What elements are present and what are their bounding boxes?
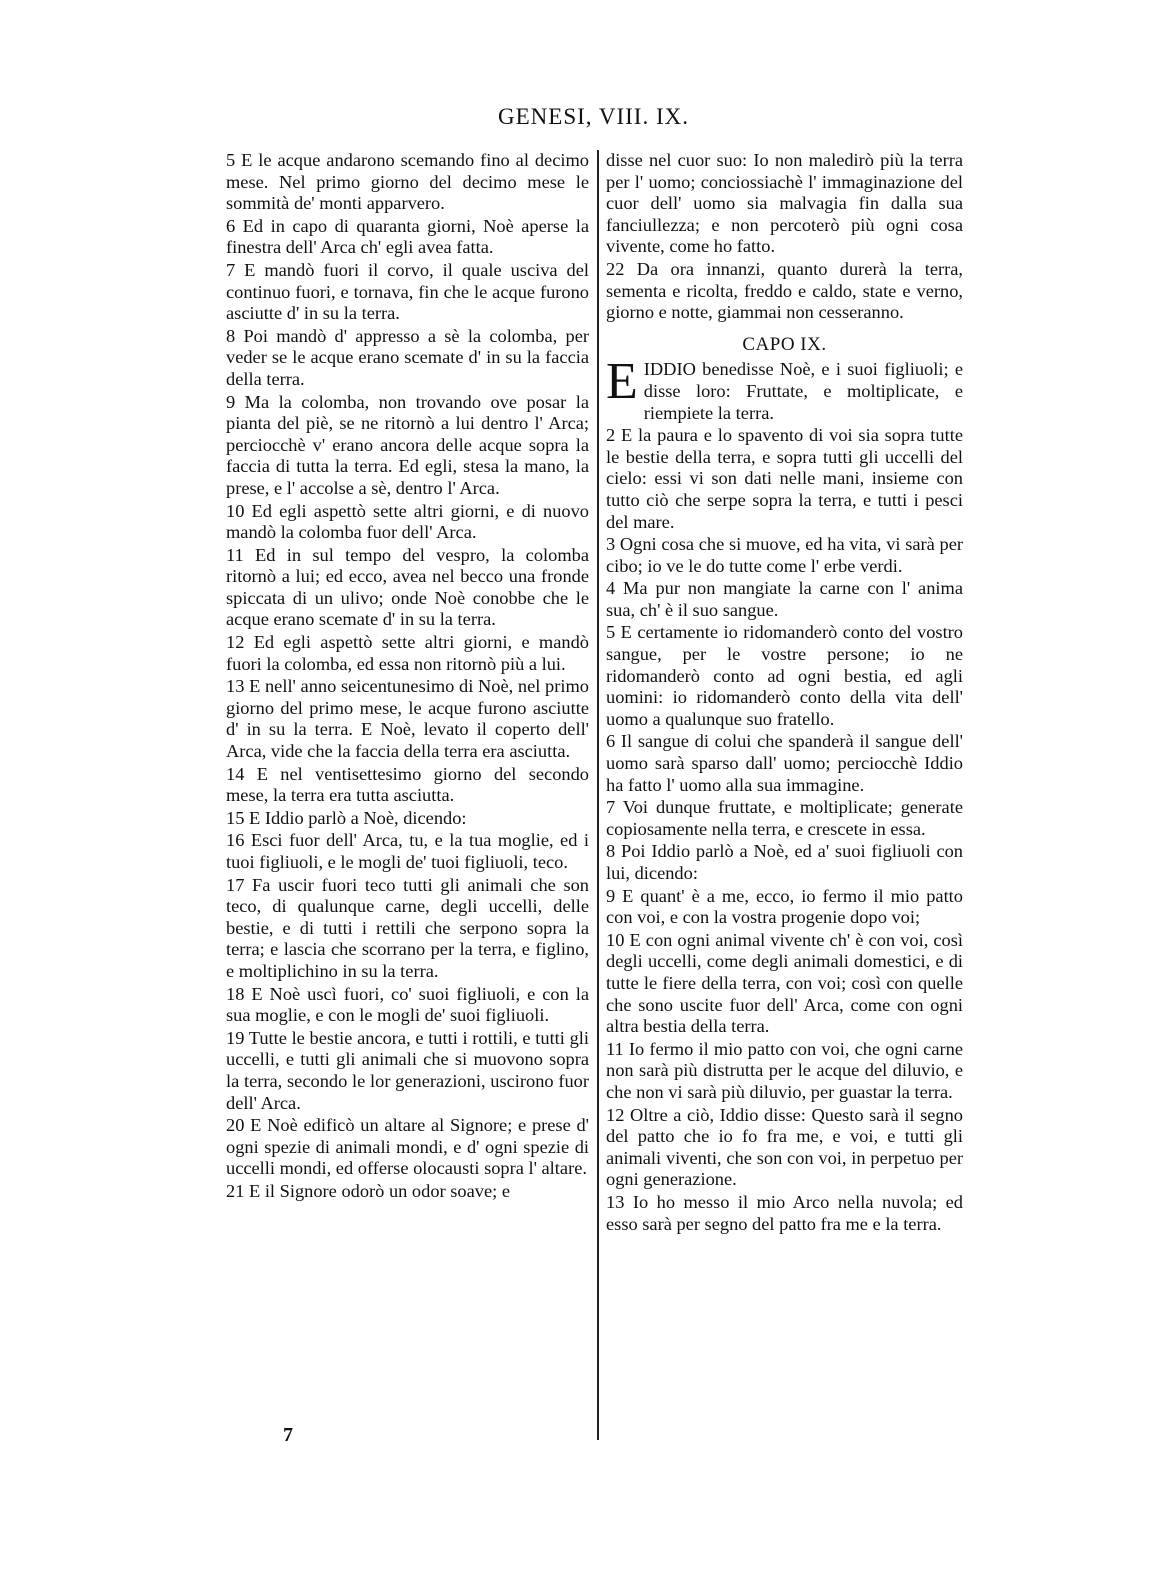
verse: 7 E mandò fuori il corvo, il quale usciva del continuo fuori, e tornava, fin che le acque furono asciutte d' in su la terra.	[226, 259, 589, 324]
verse: 10 Ed egli aspettò sette altri giorni, e di nuovo mandò la colomba fuor dell' Arca.	[226, 500, 589, 543]
chapter-first-verse	[606, 353, 963, 424]
verse: 13 Io ho messo il mio Arco nella nuvola; ed esso sarà per segno del patto fra me e la terra.	[606, 1191, 963, 1234]
verse: 8 Poi mandò d' appresso a sè la colomba, per veder se le acque erano scemate d' in su la faccia della terra.	[226, 325, 589, 389]
verse: 19 Tutte le bestie ancora, e tutti i rottili, e tutti gli uccelli, e tutti gli animali che si muovono sopra la terra, secondo le lor generazioni, uscirono fuor dell' Arca.	[226, 1027, 589, 1113]
verse: 20 E Noè edificò un altare al Signore; e prese d' ogni spezie di animali mondi, e d' ogni spezie di uccelli mondi, ed offerse olocausti sopra l' altare.	[226, 1115, 589, 1179]
verse: 8 Poi Iddio parlò a Noè, ed a' suoi figliuoli con lui, dicendo:	[606, 841, 963, 883]
right-column	[606, 150, 963, 1236]
verse: 21 E il Signore odorò un odor soave; e	[226, 1180, 510, 1201]
column-divider	[597, 150, 599, 1440]
chapter-first-verse-text: IDDIO benedisse Noè, e i suoi figliuoli; e disse loro: Fruttate, e moltiplicate, e riempiete la terra.	[643, 359, 963, 423]
verse: 6 Ed in capo di quaranta giorni, Noè aperse la finestra dell' Arca ch' egli avea fatta.	[226, 215, 589, 258]
verse: 16 Esci fuor dell' Arca, tu, e la tua moglie, ed i tuoi figliuoli, e le mogli de' tuoi figliuoli, teco.	[226, 830, 589, 872]
verse: 4 Ma pur non mangiate la carne con l' anima sua, ch' è il suo sangue.	[606, 578, 963, 620]
signature-mark: 7	[283, 1424, 293, 1446]
verse: 9 Ma la colomba, non trovando ove posar la pianta del piè, se ne ritornò a lui dentro l' Arca; perciocchè v' erano ancora delle acque sopra la faccia di tutta la terra. Ed egli, stesa la mano, la prese, e l' accolse a sè, dentro l' Arca.	[226, 391, 589, 498]
verse: 7 Voi dunque fruttate, e moltiplicate; generate copiosamente nella terra, e crescete in essa.	[606, 797, 963, 839]
verse: 18 E Noè uscì fuori, co' suoi figliuoli, e con la sua moglie, e con le mogli de' suoi figliuoli.	[226, 983, 589, 1026]
verse: 15 E Iddio parlò a Noè, dicendo:	[226, 807, 467, 828]
verse: 12 Ed egli aspettò sette altri giorni, e mandò fuori la colomba, ed essa non ritornò più a lui.	[226, 632, 589, 674]
verse: 14 E nel ventisettesimo giorno del secondo mese, la terra era tutta asciutta.	[226, 763, 589, 806]
verse: 12 Oltre a ciò, Iddio disse: Questo sarà il segno del patto che io fo fra me, e voi, e tutti gli animali viventi, che son con voi, in perpetuo per ogni generazione.	[606, 1104, 963, 1190]
verse: 11 Io fermo il mio patto con voi, che ogni carne non sarà più distrutta per le acque del diluvio, e che non vi sarà più diluvio, per guastar la terra.	[606, 1038, 963, 1102]
verse: 5 E certamente io ridomanderò conto del vostro sangue, per le vostre persone; io ne ridomanderò conto ad ogni bestia, ed agli uomini: io ridomanderò conto della vita dell' uomo a qualunque suo fratello.	[606, 622, 963, 729]
verse: 3 Ogni cosa che si muove, ed ha vita, vi sarà per cibo; io ve le do tutte come l' erbe verdi.	[606, 534, 963, 576]
verse: 22 Da ora innanzi, quanto durerà la terra, sementa e ricolta, freddo e caldo, state e verno, giorno e notte, giammai non cesseranno.	[606, 258, 963, 323]
verse: 6 Il sangue di colui che spanderà il sangue dell' uomo sarà sparso dall' uomo; perciocchè Iddio ha fatto l' uomo alla sua immagine.	[606, 731, 963, 795]
running-header: GENESI, VIII. IX.	[498, 104, 689, 129]
verse: 10 E con ogni animal vivente ch' è con voi, così degli uccelli, come degli animali domestici, e di tutte le fiere della terra, con voi; così con quelle che sono uscite fuor dell' Arca, come con ogni altra bestia della terra.	[606, 929, 963, 1037]
verse: 5 E le acque andarono scemando fino al decimo mese. Nel primo giorno del decimo mese le sommità de' monti apparvero.	[226, 150, 589, 214]
verse: 2 E la paura e lo spavento di voi sia sopra tutte le bestie della terra, e sopra tutti gli uccelli del cielo: essi vi son dati nelle mani, insieme con tutto ciò che serpe sopra la terra, e tutti i pesci del mare.	[606, 425, 963, 532]
verse: 17 Fa uscir fuori teco tutti gli animali che son teco, di qualunque carne, degli uccelli, delle bestie, e di tutti i rettili che serpono sopra la terra; e lascia che scorrano per la terra, e figlino, e moltiplichino in su la terra.	[226, 874, 589, 981]
verse: 9 E quant' è a me, ecco, io fermo il mio patto con voi, e con la vostra progenie dopo voi;	[606, 885, 963, 928]
verse: disse nel cuor suo: Io non maledirò più la terra per l' uomo; conciossiachè l' immaginazione del cuor dell' uomo sia malvagia fin dalla sua fanciullezza; e non percoterò più ogni cosa vivente, come ho fatto.	[606, 150, 963, 257]
verse: 13 E nell' anno seicentunesimo di Noè, nel primo giorno del primo mese, le acque furono asciutte d' in su la terra. E Noè, levato il coperto dell' Arca, vide che la faccia della terra era asciutta.	[226, 676, 589, 762]
verse: 11 Ed in sul tempo del vespro, la colomba ritornò a lui; ed ecco, avea nel becco una fronde spiccata di un ulivo; onde Noè conobbe che le acque erano scemate d' in su la terra.	[226, 544, 589, 630]
left-column	[226, 150, 589, 1204]
chapter-heading: CAPO IX.	[742, 333, 827, 355]
drop-cap: E	[606, 353, 638, 411]
